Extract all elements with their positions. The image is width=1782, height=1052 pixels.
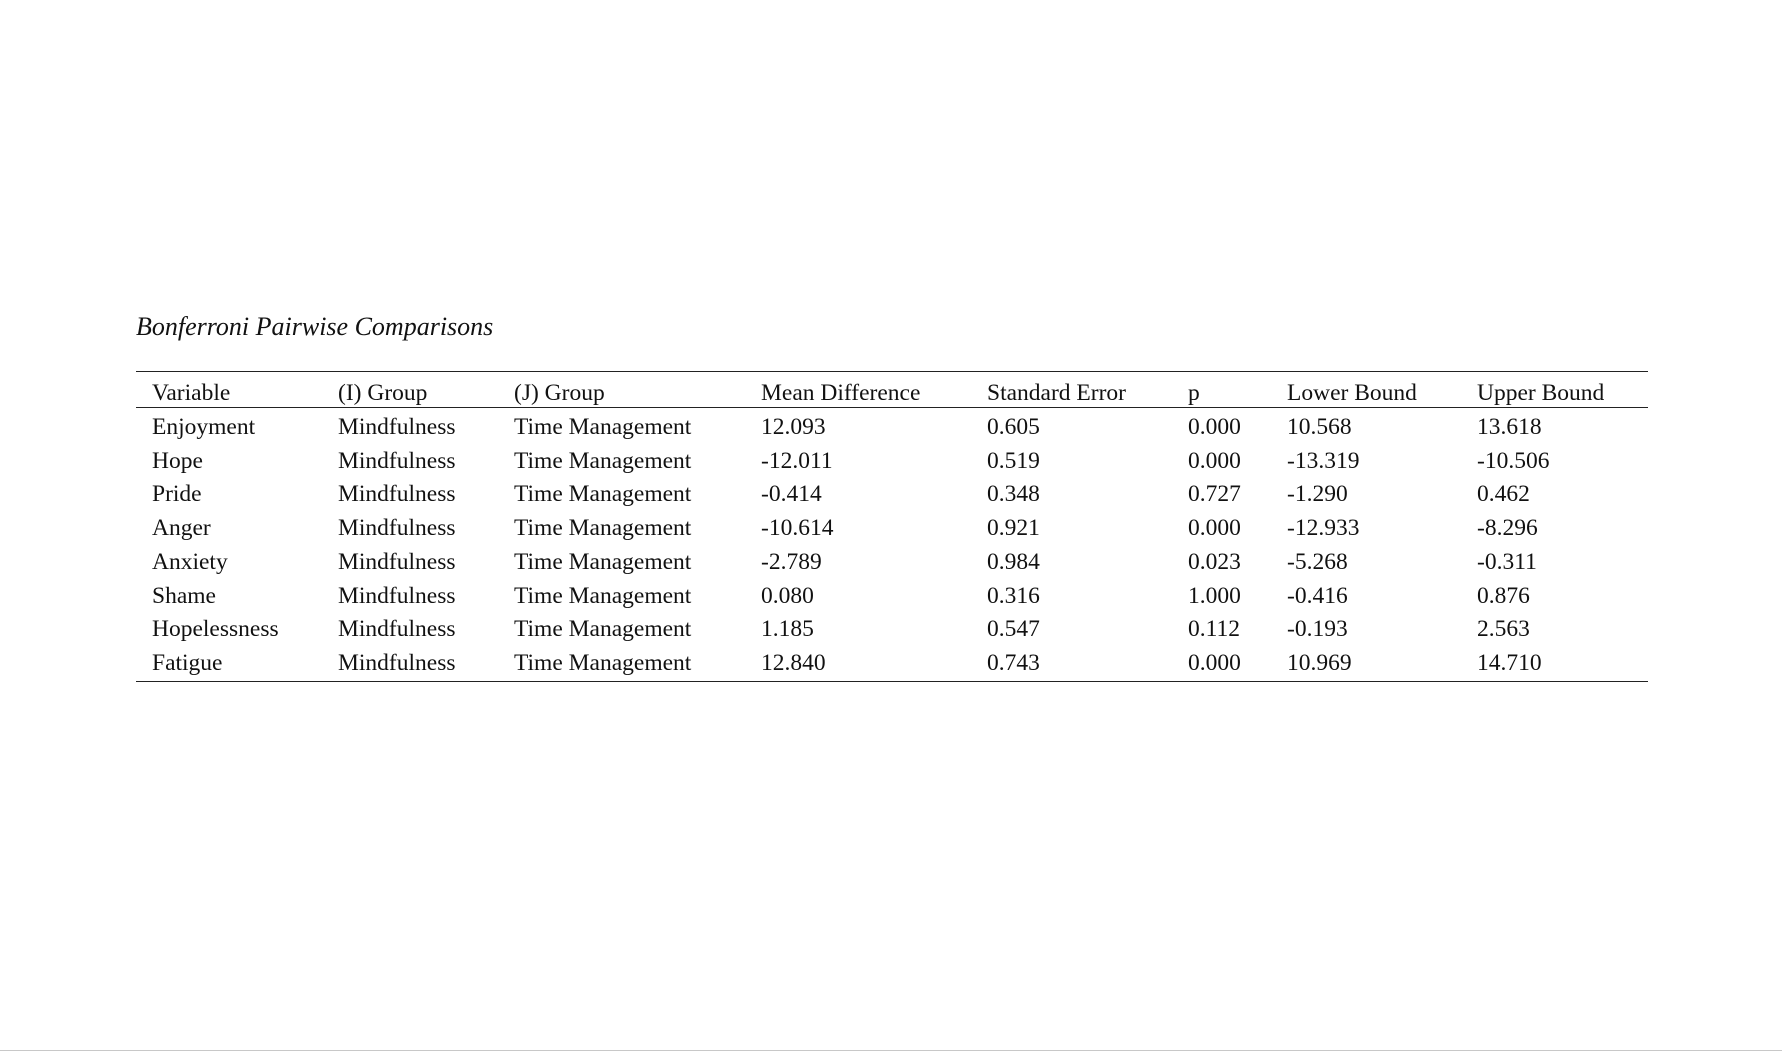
table-block [136,309,1648,682]
cell-standard-error: 0.743 [987,649,1040,676]
cell-variable: Fatigue [152,649,223,676]
cell-standard-error: 0.605 [987,414,1040,440]
cell-lower-bound: -0.193 [1287,616,1348,643]
column-header-mean-difference: Mean Difference [761,380,921,406]
cell-i-group: Mindfulness [338,548,456,575]
cell-standard-error: 0.547 [987,616,1040,643]
cell-variable: Shame [152,582,216,609]
cell-j-group: Time Management [514,515,692,542]
cell-upper-bound: 2.563 [1477,616,1530,643]
cell-j-group: Time Management [514,548,692,575]
cell-standard-error: 0.921 [987,515,1040,542]
cell-mean-difference: 12.840 [761,649,826,676]
cell-standard-error: 0.984 [987,548,1040,575]
cell-variable: Hopelessness [152,616,279,643]
cell-upper-bound: 0.876 [1477,582,1530,609]
column-header-j-group: (J) Group [514,380,605,406]
cell-i-group: Mindfulness [338,414,456,440]
table-row [136,580,1648,614]
cell-j-group: Time Management [514,447,692,474]
cell-lower-bound: -12.933 [1287,515,1360,542]
cell-j-group: Time Management [514,582,692,609]
comparisons-table [136,371,1648,682]
cell-mean-difference: -2.789 [761,548,822,575]
page-bottom-edge [0,1050,1782,1051]
cell-variable: Hope [152,447,203,474]
cell-mean-difference: 12.093 [761,414,826,440]
cell-p: 0.023 [1188,548,1241,575]
cell-lower-bound: -5.268 [1287,548,1348,575]
cell-mean-difference: -12.011 [761,447,833,474]
cell-p: 1.000 [1188,582,1241,609]
table-row [136,408,1648,445]
cell-p: 0.000 [1188,515,1241,542]
cell-j-group: Time Management [514,481,692,508]
cell-upper-bound: 13.618 [1477,414,1542,440]
table-row [136,478,1648,512]
table-row [136,647,1648,681]
table-caption: Bonferroni Pairwise Comparisons [136,312,494,341]
column-header-upper-bound: Upper Bound [1477,380,1605,406]
cell-j-group: Time Management [514,414,692,440]
cell-upper-bound: -8.296 [1477,515,1538,542]
cell-mean-difference: -0.414 [761,481,822,508]
cell-variable: Anger [152,515,211,542]
cell-mean-difference: 1.185 [761,616,814,643]
cell-standard-error: 0.316 [987,582,1040,609]
cell-upper-bound: -10.506 [1477,447,1550,474]
cell-i-group: Mindfulness [338,481,456,508]
cell-p: 0.727 [1188,481,1241,508]
table-row [136,613,1648,647]
cell-i-group: Mindfulness [338,582,456,609]
cell-j-group: Time Management [514,649,692,676]
cell-standard-error: 0.348 [987,481,1040,508]
cell-variable: Anxiety [152,548,228,575]
cell-variable: Enjoyment [152,414,256,440]
cell-lower-bound: 10.568 [1287,414,1352,440]
table-row [136,445,1648,479]
cell-j-group: Time Management [514,616,692,643]
cell-i-group: Mindfulness [338,649,456,676]
table-row [136,512,1648,546]
column-header-p: p [1188,380,1200,406]
cell-upper-bound: 14.710 [1477,649,1542,676]
cell-mean-difference: 0.080 [761,582,814,609]
cell-p: 0.112 [1188,616,1241,643]
column-header-i-group: (I) Group [338,380,428,406]
cell-p: 0.000 [1188,414,1241,440]
column-header-lower-bound: Lower Bound [1287,380,1417,406]
header-row [136,372,1648,408]
cell-variable: Pride [152,481,202,508]
cell-upper-bound: 0.462 [1477,481,1530,508]
cell-mean-difference: -10.614 [761,515,834,542]
cell-i-group: Mindfulness [338,515,456,542]
cell-lower-bound: -1.290 [1287,481,1348,508]
cell-lower-bound: 10.969 [1287,649,1352,676]
cell-i-group: Mindfulness [338,616,456,643]
column-header-variable: Variable [152,380,231,406]
table-body [136,408,1648,682]
cell-i-group: Mindfulness [338,447,456,474]
cell-upper-bound: -0.311 [1477,548,1537,575]
cell-lower-bound: -0.416 [1287,582,1348,609]
cell-p: 0.000 [1188,447,1241,474]
table-row [136,546,1648,580]
cell-p: 0.000 [1188,649,1241,676]
table-header [136,372,1648,408]
cell-standard-error: 0.519 [987,447,1040,474]
cell-lower-bound: -13.319 [1287,447,1360,474]
column-header-standard-error: Standard Error [987,380,1126,406]
